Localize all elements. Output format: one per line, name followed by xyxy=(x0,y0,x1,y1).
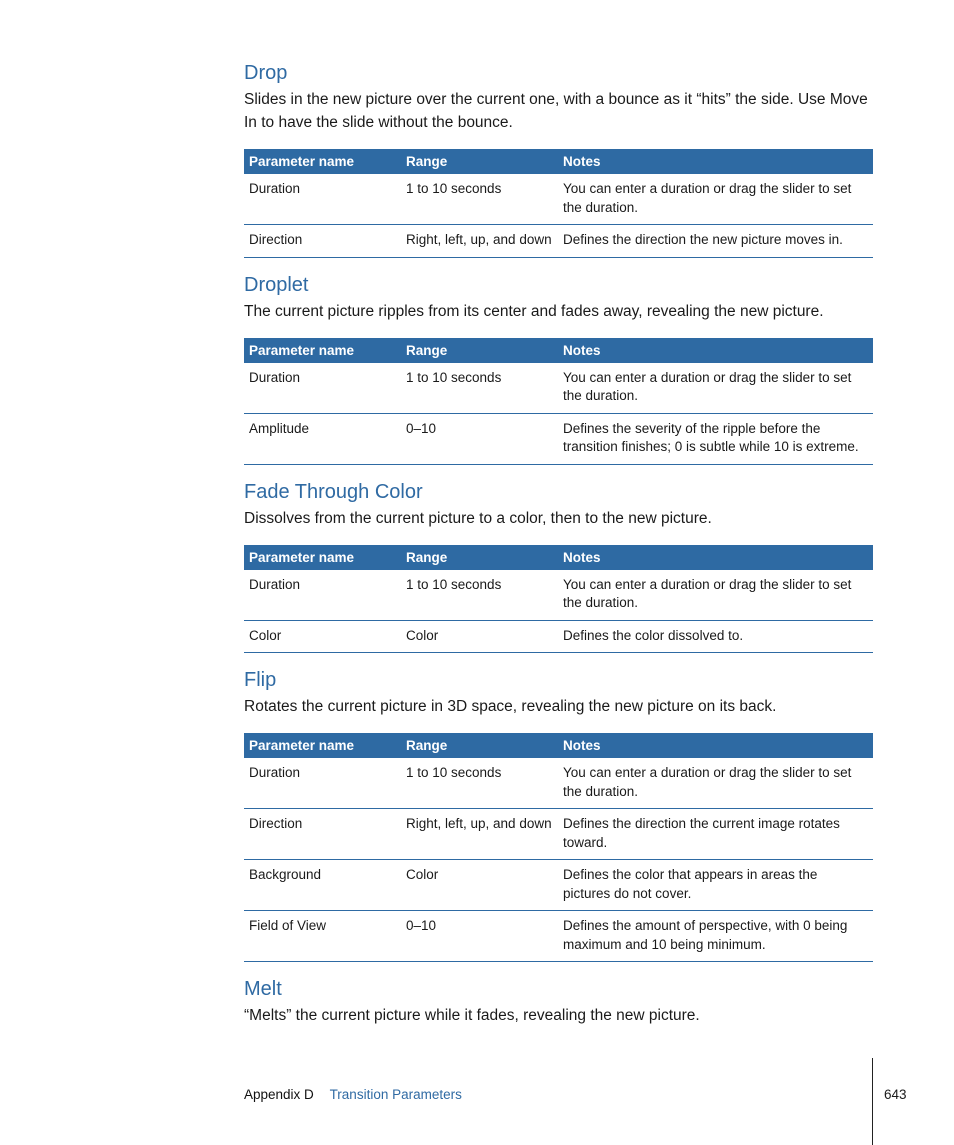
table-row xyxy=(244,809,873,860)
table-cell: You can enter a duration or drag the slider to set the duration. xyxy=(558,758,873,809)
table-cell: You can enter a duration or drag the slider to set the duration. xyxy=(558,363,873,414)
table-row xyxy=(244,860,873,911)
table-cell: Duration xyxy=(244,570,401,621)
table-header-row xyxy=(244,733,873,758)
section-title: Melt xyxy=(244,978,282,1000)
table-cell: 1 to 10 seconds xyxy=(401,570,558,621)
column-header: Parameter name xyxy=(244,545,401,570)
section-fade-through-color xyxy=(244,479,873,654)
footer-appendix: Appendix D xyxy=(244,1087,314,1102)
parameter-table xyxy=(244,338,873,465)
section-title: Drop xyxy=(244,62,288,84)
table-cell: Color xyxy=(244,620,401,653)
table-row xyxy=(244,758,873,809)
section-description: “Melts” the current picture while it fades, revealing the new picture. xyxy=(244,1007,700,1024)
table-cell: Duration xyxy=(244,174,401,225)
table-row xyxy=(244,225,873,258)
table-cell: Defines the severity of the ripple before the transition finishes; 0 is subtle while 10 is extreme. xyxy=(558,413,873,464)
table-cell: Duration xyxy=(244,363,401,414)
table-cell: Defines the amount of perspective, with 0 being maximum and 10 being minimum. xyxy=(558,911,873,962)
footer-chapter-link[interactable]: Transition Parameters xyxy=(329,1087,462,1102)
table-cell: 0–10 xyxy=(401,911,558,962)
section-title: Droplet xyxy=(244,273,309,296)
section-title: Fade Through Color xyxy=(244,480,423,503)
column-header: Parameter name xyxy=(244,338,401,363)
table-cell: Defines the direction the current image rotates toward. xyxy=(558,809,873,860)
column-header: Range xyxy=(401,338,558,363)
parameter-table xyxy=(244,545,873,654)
parameter-table xyxy=(244,149,873,258)
table-cell: You can enter a duration or drag the slider to set the duration. xyxy=(558,174,873,225)
table-cell: Defines the color dissolved to. xyxy=(558,620,873,653)
table-cell: Right, left, up, and down xyxy=(401,809,558,860)
section-droplet xyxy=(244,272,873,465)
footer-divider xyxy=(872,1058,873,1145)
table-header-row xyxy=(244,545,873,570)
column-header: Notes xyxy=(558,733,873,758)
parameter-table xyxy=(244,733,873,962)
table-cell: 1 to 10 seconds xyxy=(401,363,558,414)
page-content xyxy=(244,60,873,1042)
table-cell: Amplitude xyxy=(244,413,401,464)
table-cell: Defines the color that appears in areas the pictures do not cover. xyxy=(558,860,873,911)
table-cell: 0–10 xyxy=(401,413,558,464)
section-description: Dissolves from the current picture to a color, then to the new picture. xyxy=(244,509,712,527)
column-header: Range xyxy=(401,149,558,174)
table-cell: Background xyxy=(244,860,401,911)
table-header-row xyxy=(244,149,873,174)
table-cell: Color xyxy=(401,620,558,653)
column-header: Range xyxy=(401,545,558,570)
column-header: Range xyxy=(401,733,558,758)
table-row xyxy=(244,363,873,414)
section-drop xyxy=(244,60,873,258)
table-cell: Direction xyxy=(244,225,401,258)
page-number: 643 xyxy=(884,1087,907,1102)
table-cell: Color xyxy=(401,860,558,911)
table-header-row xyxy=(244,338,873,363)
section-description: The current picture ripples from its center and fades away, revealing the new picture. xyxy=(244,302,824,320)
table-row xyxy=(244,620,873,653)
table-cell: Defines the direction the new picture moves in. xyxy=(558,225,873,258)
table-cell: 1 to 10 seconds xyxy=(401,174,558,225)
section-description: Slides in the new picture over the current one, with a bounce as it “hits” the side. Use Move In to have the slide without the bounce. xyxy=(244,91,868,131)
section-description: Rotates the current picture in 3D space, revealing the new picture on its back. xyxy=(244,698,777,715)
table-cell: Direction xyxy=(244,809,401,860)
column-header: Notes xyxy=(558,149,873,174)
section-melt xyxy=(244,976,873,1027)
column-header: Notes xyxy=(558,338,873,363)
table-row xyxy=(244,570,873,621)
table-row xyxy=(244,911,873,962)
page-footer xyxy=(244,1087,462,1102)
column-header: Parameter name xyxy=(244,149,401,174)
table-cell: Right, left, up, and down xyxy=(401,225,558,258)
section-title: Flip xyxy=(244,669,277,691)
column-header: Notes xyxy=(558,545,873,570)
table-cell: Duration xyxy=(244,758,401,809)
table-cell: Field of View xyxy=(244,911,401,962)
table-row xyxy=(244,174,873,225)
table-cell: You can enter a duration or drag the slider to set the duration. xyxy=(558,570,873,621)
table-cell: 1 to 10 seconds xyxy=(401,758,558,809)
table-row xyxy=(244,413,873,464)
column-header: Parameter name xyxy=(244,733,401,758)
section-flip xyxy=(244,667,873,962)
